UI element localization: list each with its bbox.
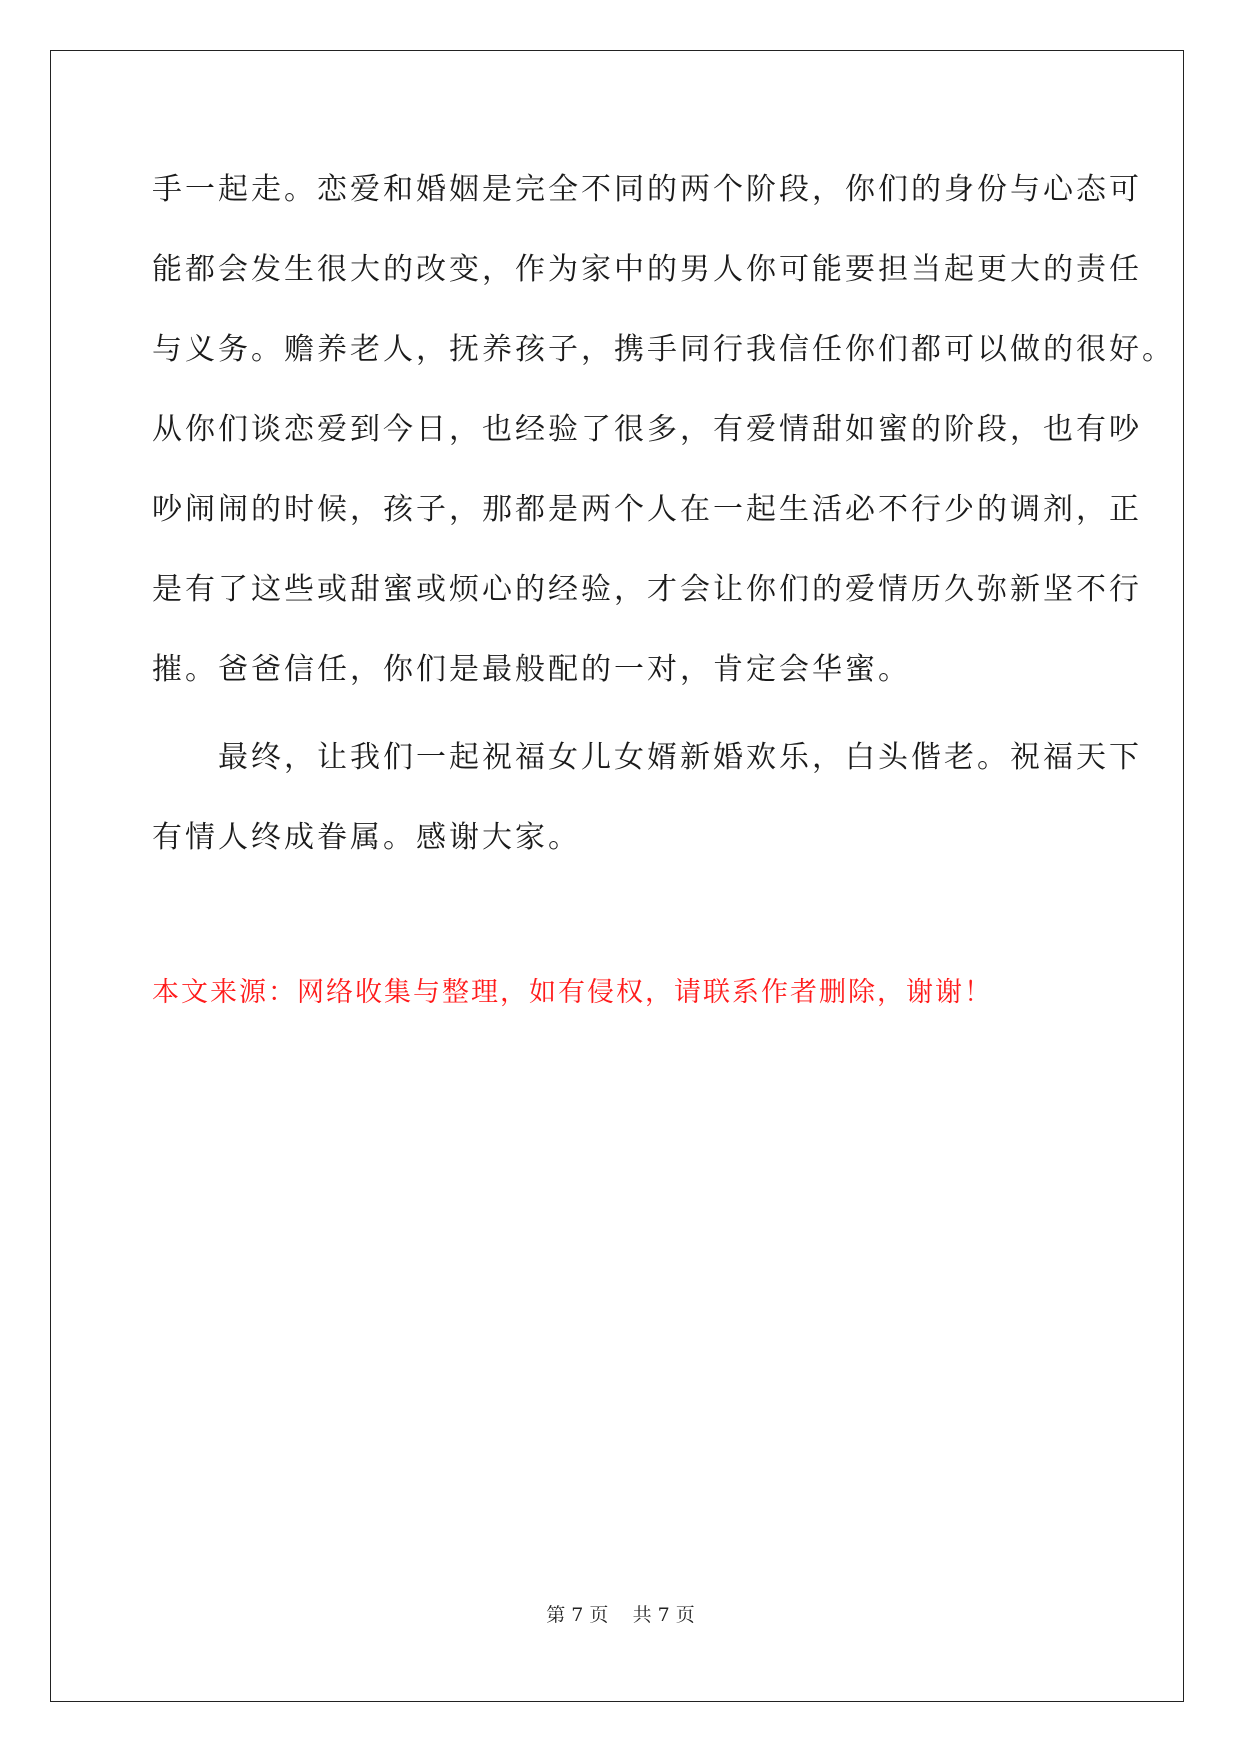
page-border — [50, 50, 1184, 1702]
paragraph-line: 从你们谈恋爱到今日，也经验了很多，有爱情甜如蜜的阶段，也有吵 — [152, 412, 1142, 447]
paragraph-line: 是有了这些或甜蜜或烦心的经验，才会让你们的爱情历久弥新坚不行 — [152, 572, 1142, 607]
paragraph-line: 吵闹闹的时候，孩子，那都是两个人在一起生活必不行少的调剂，正 — [152, 492, 1142, 527]
paragraph-line: 最终，让我们一起祝福女儿女婿新婚欢乐，白头偕老。祝福天下 — [152, 740, 1142, 775]
source-disclaimer: 本文来源：网络收集与整理，如有侵权，请联系作者删除，谢谢！ — [152, 977, 993, 1008]
paragraph-line: 手一起走。恋爱和婚姻是完全不同的两个阶段，你们的身份与心态可 — [152, 172, 1142, 207]
paragraph-line: 摧。爸爸信任，你们是最般配的一对，肯定会华蜜。 — [152, 652, 911, 687]
paragraph-line: 与义务。赡养老人，抚养孩子，携手同行我信任你们都可以做的很好。 — [152, 332, 1175, 367]
paragraph-line: 能都会发生很大的改变，作为家中的男人你可能要担当起更大的责任 — [152, 252, 1142, 287]
paragraph-line: 有情人终成眷属。感谢大家。 — [152, 820, 581, 855]
page-number-footer: 第 7 页 共 7 页 — [546, 1604, 695, 1626]
